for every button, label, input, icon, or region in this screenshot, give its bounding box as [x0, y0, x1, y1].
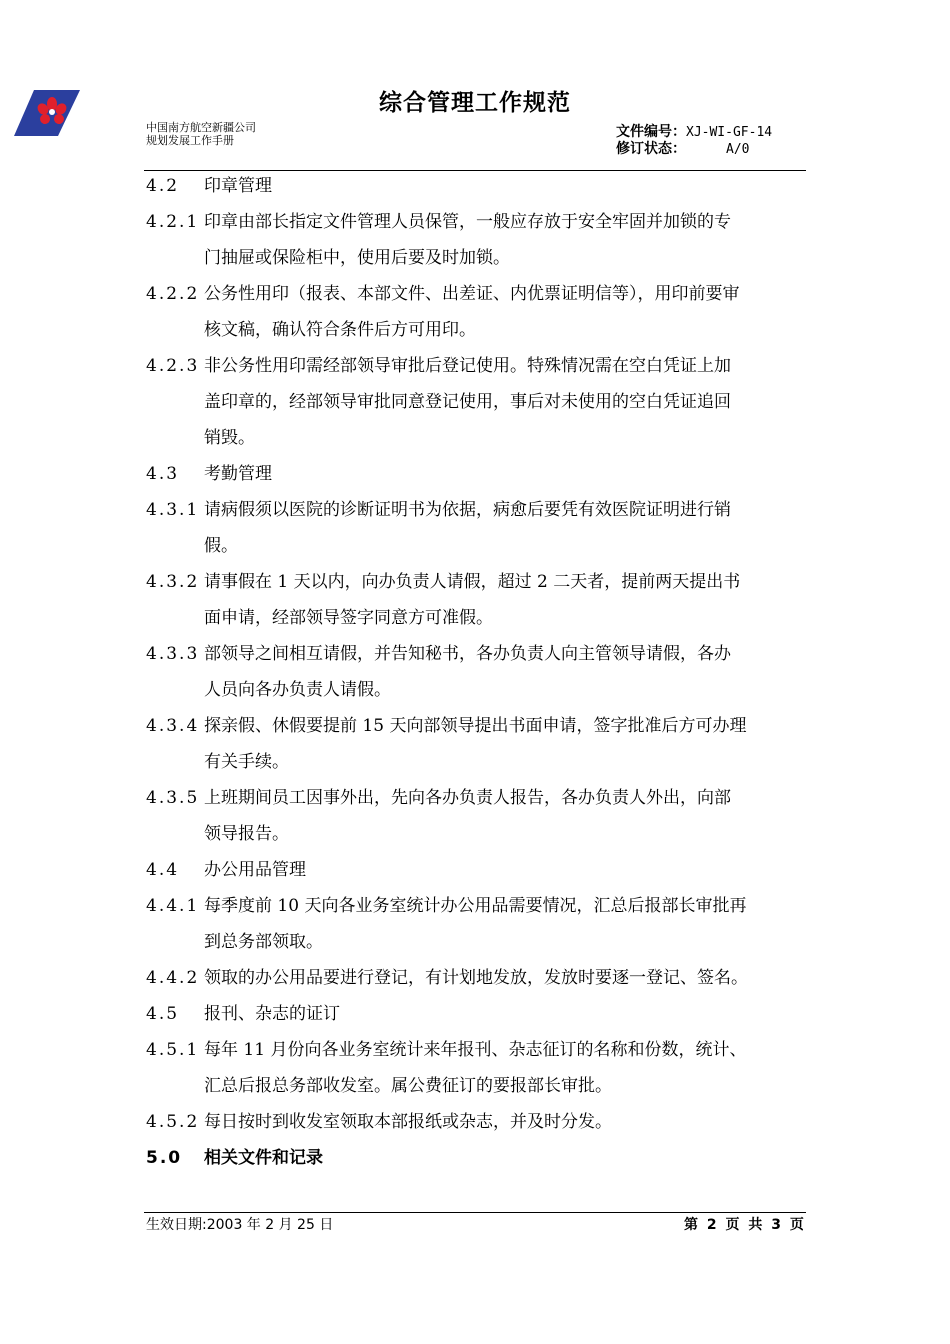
clause-text: 探亲假、休假要提前 15 天向部领导提出书面申请，签字批准后方可办理: [204, 716, 747, 736]
effective-date: 生效日期:2003 年 2 月 25 日: [146, 1217, 334, 1233]
document-body: [146, 168, 808, 1176]
company-name: 中国南方航空新疆公司: [146, 121, 256, 134]
clause-number: 4.3: [146, 464, 180, 484]
clause-line: [146, 492, 808, 528]
clause-text: 汇总后报总务部收发室。属公费征订的要报部长审批。: [204, 1076, 612, 1096]
clause-text: 请病假须以医院的诊断证明书为依据，病愈后要凭有效医院证明进行销: [204, 500, 731, 520]
clause-text: 考勤管理: [204, 464, 272, 484]
clause-number: 4.3.5: [146, 788, 200, 808]
clause-continuation: [146, 744, 808, 780]
clause-text: 盖印章的，经部领导审批同意登记使用，事后对未使用的空白凭证追回: [204, 392, 731, 412]
clause-text: 部领导之间相互请假，并告知秘书，各办负责人向主管领导请假，各办: [204, 644, 731, 664]
clause-text: 报刊、杂志的证订: [204, 1004, 340, 1024]
clause-line: [146, 888, 808, 924]
clause-number: 4.3.2: [146, 572, 200, 592]
page-number: 第 2 页 共 3 页: [684, 1217, 804, 1233]
clause-continuation: [146, 1068, 808, 1104]
clause-continuation: [146, 312, 808, 348]
clause-continuation: [146, 816, 808, 852]
clause-text: 核文稿，确认符合条件后方可用印。: [204, 320, 476, 340]
clause-line: [146, 276, 808, 312]
document-title: 综合管理工作规范: [379, 90, 571, 116]
clause-continuation: [146, 384, 808, 420]
clause-text: 请事假在 1 天以内，向办负责人请假，超过 2 二天者，提前两天提出书: [204, 572, 741, 592]
clause-text: 相关文件和记录: [204, 1148, 323, 1168]
manual-name: 规划发展工作手册: [146, 134, 234, 147]
document-meta: [616, 124, 772, 158]
clause-text: 公务性用印（报表、本部文件、出差证、内优票证明信等），用印前要审: [204, 284, 740, 304]
clause-line: [146, 1032, 808, 1068]
clause-line: [146, 780, 808, 816]
clause-text: 每日按时到收发室领取本部报纸或杂志，并及时分发。: [204, 1112, 612, 1132]
clause-number: 4.5: [146, 1004, 180, 1024]
clause-text: 每年 11 月份向各业务室统计来年报刊、杂志征订的名称和份数，统计、: [204, 1040, 747, 1060]
clause-text: 上班期间员工因事外出，先向各办负责人报告，各办负责人外出，向部: [204, 788, 731, 808]
clause-number: 4.4: [146, 860, 180, 880]
clause-text: 领取的办公用品要进行登记，有计划地发放，发放时要逐一登记、签名。: [204, 968, 748, 988]
clause-number: 4.4.2: [146, 968, 200, 988]
clause-number: 4.3.4: [146, 716, 200, 736]
clause-text: 到总务部领取。: [204, 932, 323, 952]
clause-text: 人员向各办负责人请假。: [204, 680, 391, 700]
clause-line: [146, 636, 808, 672]
clause-continuation: [146, 924, 808, 960]
clause-text: 每季度前 10 天向各业务室统计办公用品需要情况，汇总后报部长审批再: [204, 896, 747, 916]
clause-text: 假。: [204, 536, 238, 556]
doc-number-label: 文件编号：: [616, 124, 686, 140]
clause-number: 4.4.1: [146, 896, 200, 916]
clause-number: 4.3.3: [146, 644, 200, 664]
clause-line: [146, 168, 808, 204]
clause-text: 门抽屉或保险柜中，使用后要及时加锁。: [204, 248, 510, 268]
clause-number: 5.0: [146, 1148, 183, 1168]
doc-number-value: XJ-WI-GF-14: [686, 125, 773, 140]
clause-text: 印章由部长指定文件管理人员保管，一般应存放于安全牢固并加锁的专: [204, 212, 731, 232]
clause-number: 4.3.1: [146, 500, 200, 520]
clause-text: 面申请，经部领导签字同意方可准假。: [204, 608, 493, 628]
revision-value: A/0: [726, 142, 750, 157]
clause-text: 销毁。: [204, 428, 255, 448]
clause-line: [146, 1104, 808, 1140]
clause-continuation: [146, 528, 808, 564]
clause-line: [146, 996, 808, 1032]
clause-text: 非公务性用印需经部领导审批后登记使用。特殊情况需在空白凭证上加: [204, 356, 731, 376]
company-info: [146, 121, 256, 147]
clause-line: [146, 456, 808, 492]
clause-line: [146, 564, 808, 600]
revision-label: 修订状态：: [616, 141, 686, 157]
clause-continuation: [146, 672, 808, 708]
clause-text: 有关手续。: [204, 752, 289, 772]
clause-continuation: [146, 240, 808, 276]
clause-number: 4.2.3: [146, 356, 200, 376]
clause-line: [146, 960, 808, 996]
clause-line: [146, 852, 808, 888]
clause-number: 4.5.2: [146, 1112, 200, 1132]
clause-text: 印章管理: [204, 176, 272, 196]
clause-line: [146, 708, 808, 744]
clause-number: 4.2: [146, 176, 180, 196]
clause-number: 4.2.1: [146, 212, 200, 232]
clause-continuation: [146, 420, 808, 456]
clause-line: [146, 1140, 808, 1176]
clause-number: 4.2.2: [146, 284, 200, 304]
clause-line: [146, 348, 808, 384]
clause-text: 领导报告。: [204, 824, 289, 844]
footer-divider: [144, 1212, 806, 1213]
clause-line: [146, 204, 808, 240]
clause-text: 办公用品管理: [204, 860, 306, 880]
clause-number: 4.5.1: [146, 1040, 200, 1060]
clause-continuation: [146, 600, 808, 636]
